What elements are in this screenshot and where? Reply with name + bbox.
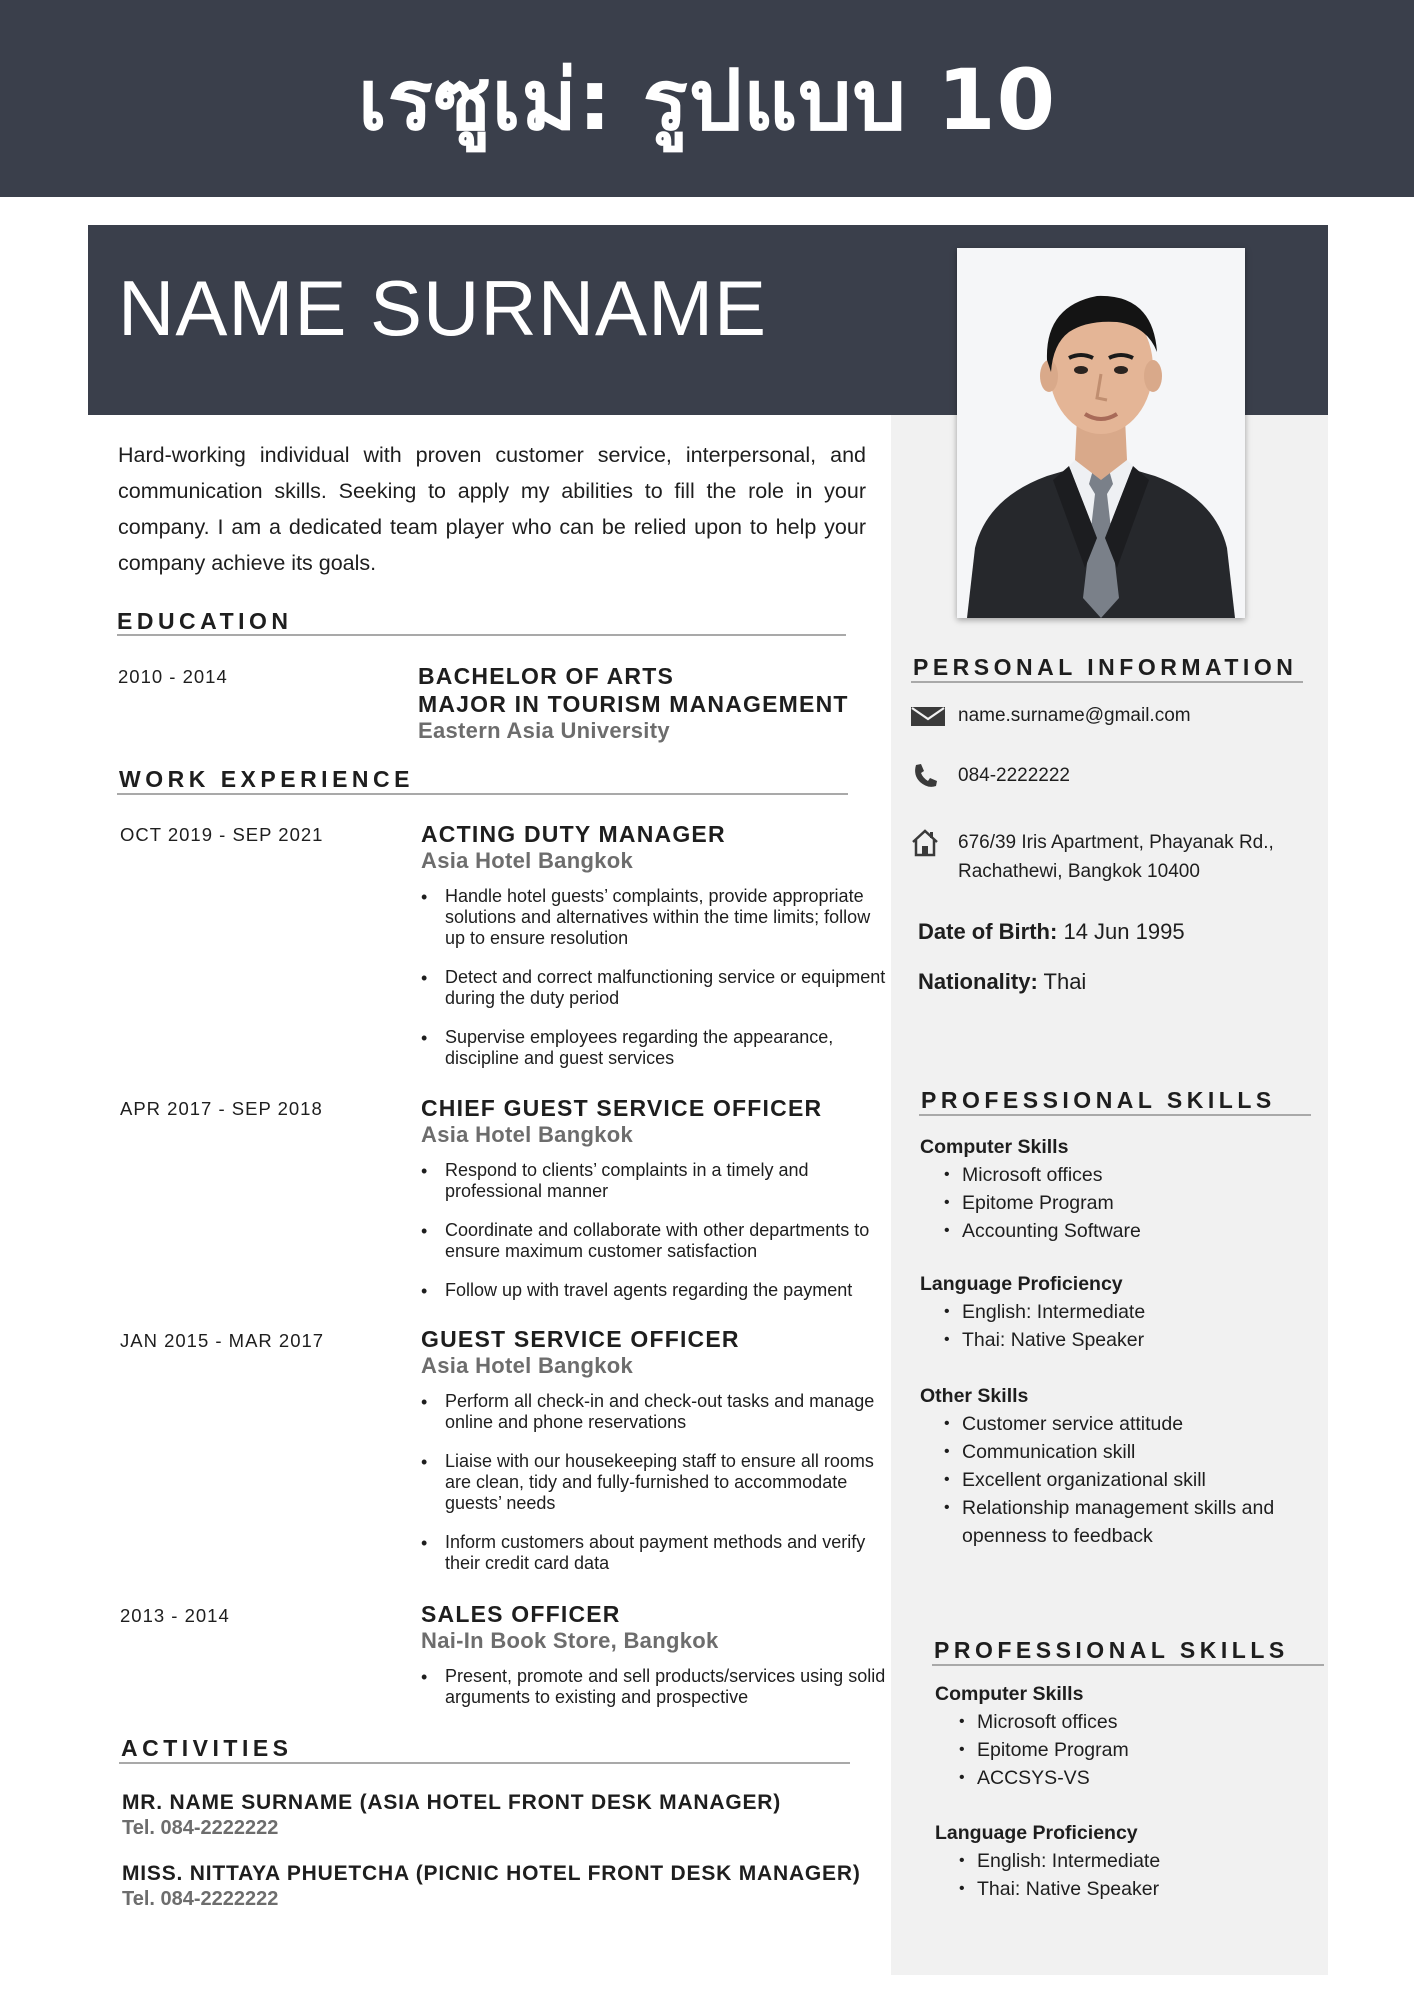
nationality-label: Nationality:	[918, 969, 1038, 994]
personal-info-divider	[911, 681, 1303, 683]
job-date: OCT 2019 - SEP 2021	[120, 824, 324, 845]
job-entry	[421, 1600, 891, 1726]
top-banner	[0, 0, 1414, 197]
skill-list	[920, 1298, 1300, 1354]
nationality	[918, 969, 1086, 995]
duty-item: • Perform all check-in and check-out tasks and manage online and phone reservations	[421, 1391, 891, 1433]
skill-item: • Thai: Native Speaker	[920, 1326, 1300, 1354]
email-text: name.surname@gmail.com	[958, 705, 1191, 726]
reference-item	[122, 1790, 882, 1840]
education-divider	[117, 634, 846, 636]
skill-group-head: Computer Skills	[935, 1683, 1084, 1705]
job-date: 2013 - 2014	[120, 1605, 230, 1626]
duty-item: • Follow up with travel agents regarding the payment	[421, 1280, 891, 1301]
reference-tel: Tel. 084-2222222	[122, 1888, 279, 1910]
skill-group-computer	[935, 1680, 1315, 1792]
education-major: MAJOR IN TOURISM MANAGEMENT	[418, 691, 849, 717]
education-school: Eastern Asia University	[418, 718, 670, 743]
skill-group-head: Computer Skills	[920, 1136, 1069, 1158]
skill-list	[935, 1708, 1315, 1792]
activities-divider	[119, 1762, 850, 1764]
skill-group-head: Language Proficiency	[920, 1273, 1123, 1295]
skill-item: • English: Intermediate	[935, 1847, 1315, 1875]
skill-group-language	[935, 1819, 1315, 1903]
work-heading: WORK EXPERIENCE	[119, 766, 414, 792]
banner-title: เรซูเม่: รูปแบบ 10	[357, 50, 1057, 149]
job-date: JAN 2015 - MAR 2017	[120, 1330, 325, 1351]
skills-heading: PROFESSIONAL SKILLS	[921, 1087, 1276, 1113]
skill-item: • Epitome Program	[920, 1189, 1300, 1217]
dob-label: Date of Birth:	[918, 919, 1058, 944]
job-organization: Asia Hotel Bangkok	[421, 848, 634, 873]
phone-text: 084-2222222	[958, 765, 1070, 786]
skills-divider	[919, 1114, 1311, 1116]
skill-item: • Microsoft offices	[920, 1161, 1300, 1189]
education-entry	[418, 662, 888, 744]
skill-group-language	[920, 1270, 1300, 1354]
skill-list	[920, 1161, 1300, 1245]
phone-row	[910, 761, 1070, 790]
reference-name: MISS. NITTAYA PHUETCHA (PICNIC HOTEL FRONT DESK MANAGER)	[122, 1862, 861, 1885]
skill-group-head: Language Proficiency	[935, 1822, 1138, 1844]
duty-item: • Respond to clients’ complaints in a timely and professional manner	[421, 1160, 891, 1202]
skill-item: • Epitome Program	[935, 1736, 1315, 1764]
job-duties	[421, 1666, 891, 1708]
job-organization: Asia Hotel Bangkok	[421, 1353, 634, 1378]
job-duties	[421, 1391, 891, 1574]
personal-info-heading: PERSONAL INFORMATION	[913, 654, 1298, 680]
duty-item: • Handle hotel guests’ complaints, provide appropriate solutions and alternatives within the time limits; follow up to ensure resolution	[421, 886, 891, 949]
skill-item: • Thai: Native Speaker	[935, 1875, 1315, 1903]
skill-item: • ACCSYS-VS	[935, 1764, 1315, 1792]
address-line-2: Rachathewi, Bangkok 10400	[958, 861, 1200, 882]
job-title: CHIEF GUEST SERVICE OFFICER	[421, 1095, 823, 1121]
profile-photo	[957, 248, 1245, 618]
education-degree: BACHELOR OF ARTS	[418, 663, 675, 689]
address-row	[910, 828, 1274, 886]
duty-item: • Present, promote and sell products/services using solid arguments to existing and prospective	[421, 1666, 891, 1708]
job-title: SALES OFFICER	[421, 1601, 621, 1627]
skill-group-head: Other Skills	[920, 1385, 1029, 1407]
nationality-value: Thai	[1043, 969, 1087, 994]
job-title: GUEST SERVICE OFFICER	[421, 1326, 740, 1352]
reference-name: MR. NAME SURNAME (ASIA HOTEL FRONT DESK MANAGER)	[122, 1791, 782, 1814]
skill-item: • Microsoft offices	[935, 1708, 1315, 1736]
skill-group-other	[920, 1382, 1300, 1550]
duty-item: • Liaise with our housekeeping staff to ensure all rooms are clean, tidy and fully-furnished to accommodate guests’ needs	[421, 1451, 891, 1514]
job-date: APR 2017 - SEP 2018	[120, 1098, 323, 1119]
job-entry	[421, 1094, 891, 1319]
education-heading: EDUCATION	[117, 608, 293, 634]
email-row	[910, 701, 1191, 730]
full-name: NAME SURNAME	[118, 264, 768, 352]
job-entry	[421, 820, 891, 1087]
address-line-1: 676/39 Iris Apartment, Phayanak Rd.,	[958, 832, 1274, 853]
skill-list	[920, 1410, 1300, 1550]
profile-summary: Hard-working individual with proven customer service, interpersonal, and communication skills. Seeking to apply my abilities to fill the role in your company. I am a dedicated team player who can be relied upon to help your company achieve its goals.	[118, 443, 866, 575]
date-of-birth	[918, 919, 1185, 945]
house-icon	[910, 828, 948, 857]
duty-item: • Coordinate and collaborate with other departments to ensure maximum customer satisfaction	[421, 1220, 891, 1262]
education-date: 2010 - 2014	[118, 666, 228, 687]
skill-item: • Customer service attitude	[920, 1410, 1300, 1438]
skill-item: • Communication skill	[920, 1438, 1300, 1466]
work-divider	[117, 793, 848, 795]
job-duties	[421, 1160, 891, 1301]
skills-heading: PROFESSIONAL SKILLS	[934, 1637, 1289, 1663]
skill-item: • Accounting Software	[920, 1217, 1300, 1245]
reference-tel: Tel. 084-2222222	[122, 1817, 279, 1839]
reference-item	[122, 1861, 882, 1911]
job-organization: Nai-In Book Store, Bangkok	[421, 1628, 719, 1653]
phone-icon	[910, 761, 948, 790]
job-title: ACTING DUTY MANAGER	[421, 821, 726, 847]
address-text	[958, 828, 1274, 886]
duty-item: • Inform customers about payment methods and verify their credit card data	[421, 1532, 891, 1574]
job-duties	[421, 886, 891, 1069]
skills-divider	[932, 1664, 1324, 1666]
job-entry	[421, 1325, 891, 1592]
skill-item: • Relationship management skills and openness to feedback	[920, 1494, 1300, 1550]
dob-value: 14 Jun 1995	[1063, 919, 1185, 944]
skill-group-computer	[920, 1133, 1300, 1245]
duty-item: • Supervise employees regarding the appearance, discipline and guest services	[421, 1027, 891, 1069]
duty-item: • Detect and correct malfunctioning service or equipment during the duty period	[421, 967, 891, 1009]
skill-list	[935, 1847, 1315, 1903]
skill-item: • English: Intermediate	[920, 1298, 1300, 1326]
portrait-illustration	[957, 248, 1245, 618]
skill-item: • Excellent organizational skill	[920, 1466, 1300, 1494]
envelope-icon	[910, 701, 948, 730]
job-organization: Asia Hotel Bangkok	[421, 1122, 634, 1147]
activities-heading: ACTIVITIES	[121, 1735, 293, 1761]
